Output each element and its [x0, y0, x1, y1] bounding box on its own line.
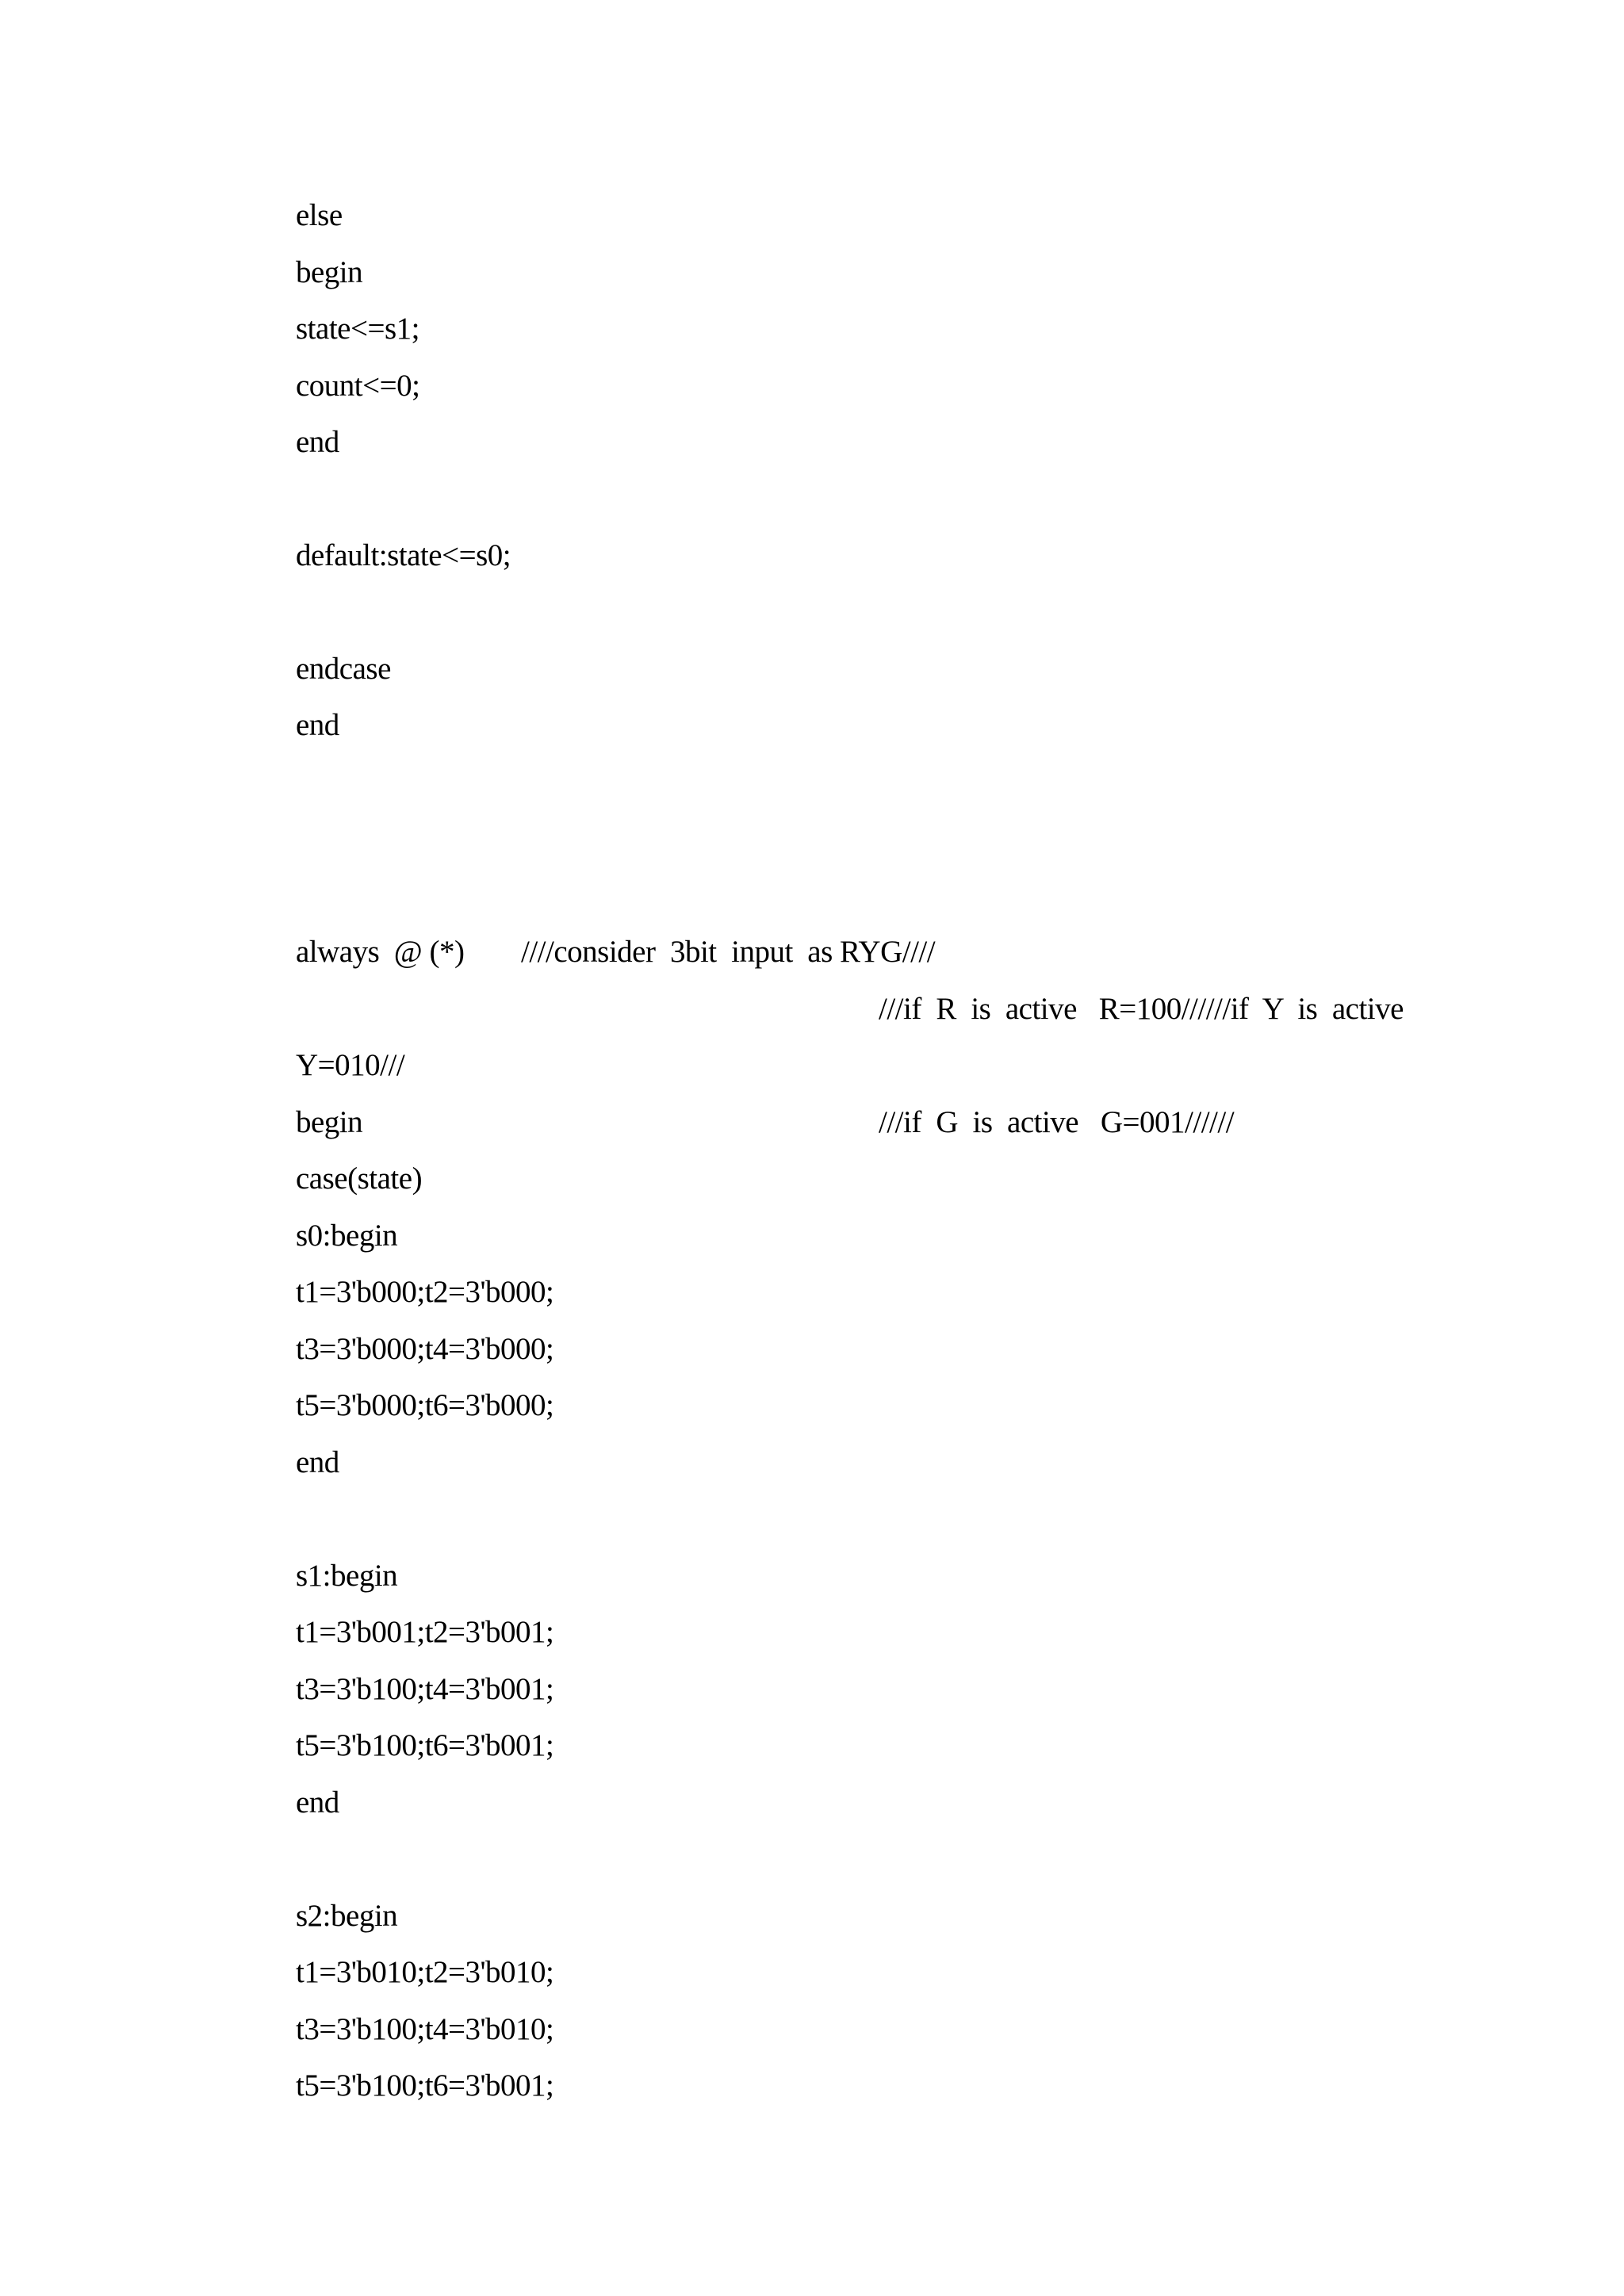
code-line-s2-begin: s2:begin [296, 1899, 398, 1933]
code-line-s1-t5t6: t5=3'b100;t6=3'b001; [296, 1728, 554, 1762]
code-line-s1-t3t4: t3=3'b100;t4=3'b001; [296, 1672, 554, 1706]
code-line-s2-t3t4: t3=3'b100;t4=3'b010; [296, 2012, 554, 2046]
code-line-begin: begin [296, 255, 363, 289]
code-line-else: else [296, 198, 343, 232]
code-line-s0-t3t4: t3=3'b000;t4=3'b000; [296, 1332, 554, 1366]
code-line-y-wrap: Y=010/// [296, 1048, 405, 1082]
code-line-s2-t1t2: t1=3'b010;t2=3'b010; [296, 1955, 554, 1989]
code-line-s1-end: end [296, 1785, 339, 1820]
code-line-s1-begin: s1:begin [296, 1559, 398, 1593]
code-line-end: end [296, 708, 339, 742]
code-line-endcase: endcase [296, 652, 391, 686]
code-line-begin: begin [296, 1105, 363, 1139]
code-comment-g: ///if G is active G=001////// [879, 1105, 1235, 1139]
code-line-s0-begin: s0:begin [296, 1219, 398, 1253]
code-line-case: case(state) [296, 1161, 423, 1196]
code-line-always: always @ (*) [296, 935, 465, 969]
code-line-s0-end: end [296, 1445, 339, 1479]
code-line-s2-t5t6: t5=3'b100;t6=3'b001; [296, 2068, 554, 2103]
code-line-state-assign: state<=s1; [296, 312, 419, 346]
code-line-s0-t1t2: t1=3'b000;t2=3'b000; [296, 1275, 554, 1309]
code-line-default: default:state<=s0; [296, 538, 511, 572]
code-comment-r-y: ///if R is active R=100//////if Y is active [879, 992, 1404, 1026]
code-line-end: end [296, 425, 339, 459]
code-line-count-assign: count<=0; [296, 369, 420, 403]
code-comment-ryg: ////consider 3bit input as RYG//// [521, 935, 936, 969]
code-line-s1-t1t2: t1=3'b001;t2=3'b001; [296, 1615, 554, 1649]
code-line-s0-t5t6: t5=3'b000;t6=3'b000; [296, 1388, 554, 1422]
